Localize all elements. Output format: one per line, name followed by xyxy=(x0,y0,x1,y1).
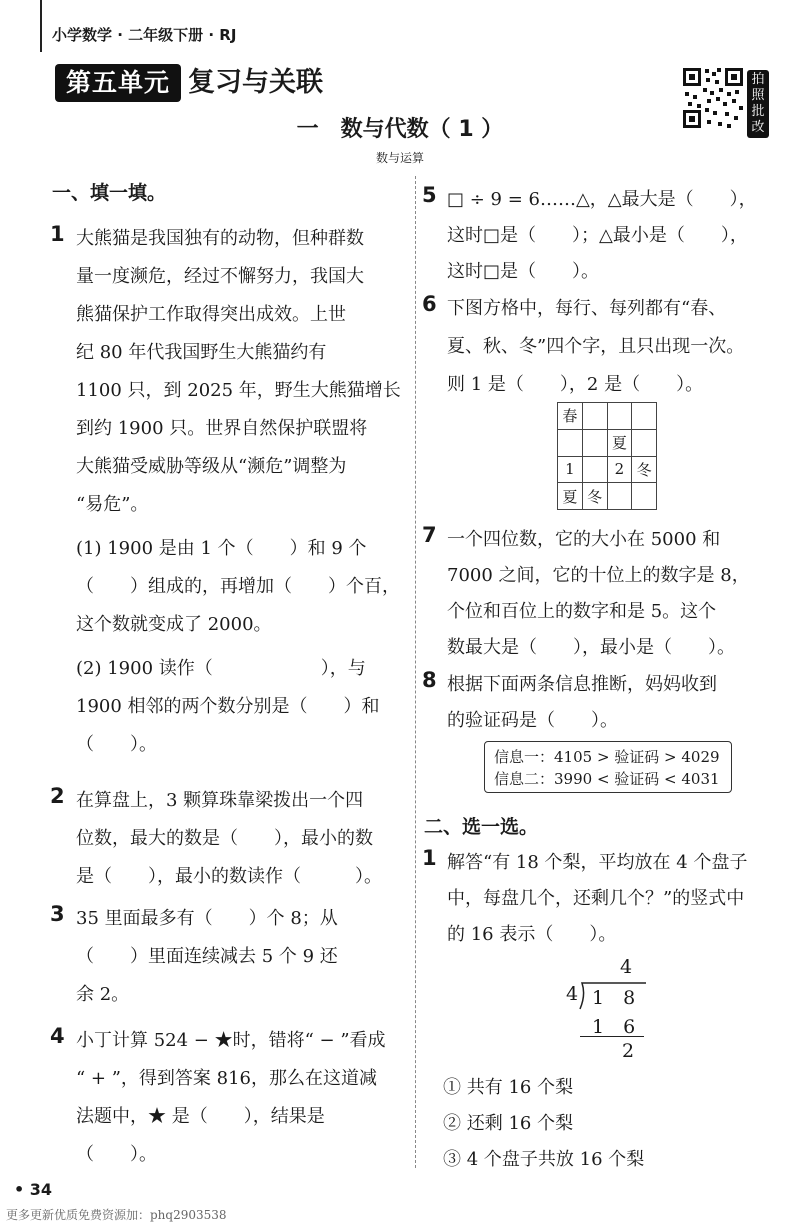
grid-cell xyxy=(632,429,657,456)
text-line: 7000 之间，它的十位上的数字是 8， xyxy=(447,565,750,586)
grid-cell xyxy=(632,483,657,510)
text-line: 解答“有 18 个梨，平均放在 4 个盘子 xyxy=(447,852,748,873)
text-line: (2) 1900 读作（ ），与 xyxy=(76,658,366,679)
text-line: 位数，最大的数是（ ），最小的数 xyxy=(76,828,373,849)
division-rule xyxy=(580,1036,644,1037)
text-line: 1900 相邻的两个数分别是（ ）和 xyxy=(76,696,380,717)
question-number: 4 xyxy=(50,1024,65,1048)
question-number: 5 xyxy=(422,183,437,207)
text-line: 在算盘上，3 颗算珠靠梁拨出一个四 xyxy=(76,790,364,811)
text-line: 到约 1900 只。世界自然保护联盟将 xyxy=(76,418,368,439)
text-line: （ ）组成的，再增加（ ）个百， xyxy=(76,576,400,597)
grid-cell xyxy=(607,403,632,430)
unit-badge: 第五单元 xyxy=(55,64,181,102)
text-line: 余 2。 xyxy=(76,984,130,1005)
division-divisor: 4 xyxy=(566,983,579,1005)
grid-cell: 2 xyxy=(607,456,632,483)
division-remainder: 2 xyxy=(622,1040,635,1062)
text-line: 大熊猫受威胁等级从“濒危”调整为 xyxy=(76,456,347,477)
text-line: 一个四位数，它的大小在 5000 和 xyxy=(447,529,721,550)
text-line: “易危”。 xyxy=(76,494,149,515)
question-number: 8 xyxy=(422,668,437,692)
text-line: 量一度濒危，经过不懈努力，我国大 xyxy=(76,266,364,287)
grid-cell: 春 xyxy=(558,403,583,430)
option-2[interactable]: ② 还剩 16 个梨 xyxy=(443,1113,574,1134)
text-line: “ + ”，得到答案 816，那么在这道减 xyxy=(76,1068,378,1089)
text-line: 纪 80 年代我国野生大熊猫约有 xyxy=(76,342,327,363)
text-line: 法题中，★ 是（ ），结果是 xyxy=(76,1106,325,1127)
question-number: 1 xyxy=(422,846,437,870)
footer-note: 更多更新优质免费资源加：phq2903538 xyxy=(6,1208,227,1222)
grid-cell xyxy=(607,483,632,510)
series-title: 小学数学 · 二年级下册 · RJ xyxy=(52,26,237,44)
grid-cell: 夏 xyxy=(558,483,583,510)
text-line: 小丁计算 524 − ★时，错将“ − ”看成 xyxy=(76,1030,386,1051)
text-line: 根据下面两条信息推断，妈妈收到 xyxy=(447,674,717,695)
text-line: 大熊猫是我国独有的动物，但种群数 xyxy=(76,228,364,249)
text-line: 这时□是（ ）；△最小是（ ）， xyxy=(447,225,748,246)
text-line: 是（ ），最小的数读作（ ）。 xyxy=(76,866,382,887)
text-line: 35 里面最多有（ ）个 8；从 xyxy=(76,908,338,929)
text-line: 个位和百位上的数字和是 5。这个 xyxy=(447,601,717,622)
grid-cell: 1 xyxy=(558,456,583,483)
division-dividend: 1 8 xyxy=(592,987,636,1009)
part-heading-fill: 一、填一填。 xyxy=(52,182,167,204)
question-number: 2 xyxy=(50,784,65,808)
text-line: 数最大是（ ），最小是（ ）。 xyxy=(447,637,735,658)
scan-to-grade-tag[interactable]: 拍照批改 xyxy=(747,70,769,138)
text-line: □ ÷ 9 = 6……△，△最大是（ ）， xyxy=(447,189,757,210)
text-line: （ ）。 xyxy=(76,734,157,755)
header-rule xyxy=(40,0,42,52)
text-line: 夏、秋、冬”四个字，且只出现一次。 xyxy=(447,336,745,357)
text-line: （ ）。 xyxy=(76,1144,157,1165)
column-divider xyxy=(415,176,416,1168)
page-number: • 34 xyxy=(14,1180,53,1199)
grid-cell: 冬 xyxy=(582,483,607,510)
option-3[interactable]: ③ 4 个盘子共放 16 个梨 xyxy=(443,1149,645,1170)
unit-title: 复习与关联 xyxy=(188,67,323,98)
question-number: 6 xyxy=(422,292,437,316)
info-line: 信息一：4105 > 验证码 > 4029 xyxy=(494,748,720,766)
text-line: 中，每盘几个，还剩几个？”的竖式中 xyxy=(447,888,745,909)
section-title: 一 数与代数（ 1 ） xyxy=(296,117,504,142)
page-number-value: 34 xyxy=(29,1180,53,1199)
grid-cell: 冬 xyxy=(632,456,657,483)
option-1[interactable]: ① 共有 16 个梨 xyxy=(443,1077,574,1098)
division-quotient: 4 xyxy=(620,956,633,978)
question-number: 3 xyxy=(50,902,65,926)
puzzle-grid xyxy=(557,402,657,510)
grid-cell: 夏 xyxy=(607,429,632,456)
question-number: 1 xyxy=(50,222,65,246)
text-line: 的验证码是（ ）。 xyxy=(447,710,618,731)
text-line: 则 1 是（ ），2 是（ ）。 xyxy=(447,374,704,395)
text-line: 下图方格中，每行、每列都有“春、 xyxy=(447,298,727,319)
section-subtitle: 数与运算 xyxy=(375,151,424,165)
grid-cell xyxy=(632,403,657,430)
text-line: 这个数就变成了 2000。 xyxy=(76,614,272,635)
grid-cell xyxy=(582,456,607,483)
grid-cell xyxy=(558,429,583,456)
text-line: 的 16 表示（ ）。 xyxy=(447,924,617,945)
division-product: 1 6 xyxy=(592,1016,636,1038)
text-line: 熊猫保护工作取得突出成效。上世 xyxy=(76,304,346,325)
grid-cell xyxy=(582,429,607,456)
part-heading-choose: 二、选一选。 xyxy=(424,816,539,838)
text-line: 1100 只，到 2025 年，野生大熊猫增长 xyxy=(76,380,401,401)
text-line: （ ）里面连续减去 5 个 9 还 xyxy=(76,946,338,967)
text-line: 这时□是（ ）。 xyxy=(447,261,600,282)
question-number: 7 xyxy=(422,523,437,547)
grid-cell xyxy=(582,403,607,430)
text-line: (1) 1900 是由 1 个（ ）和 9 个 xyxy=(76,538,367,559)
info-line: 信息二：3990 < 验证码 < 4031 xyxy=(494,770,720,788)
